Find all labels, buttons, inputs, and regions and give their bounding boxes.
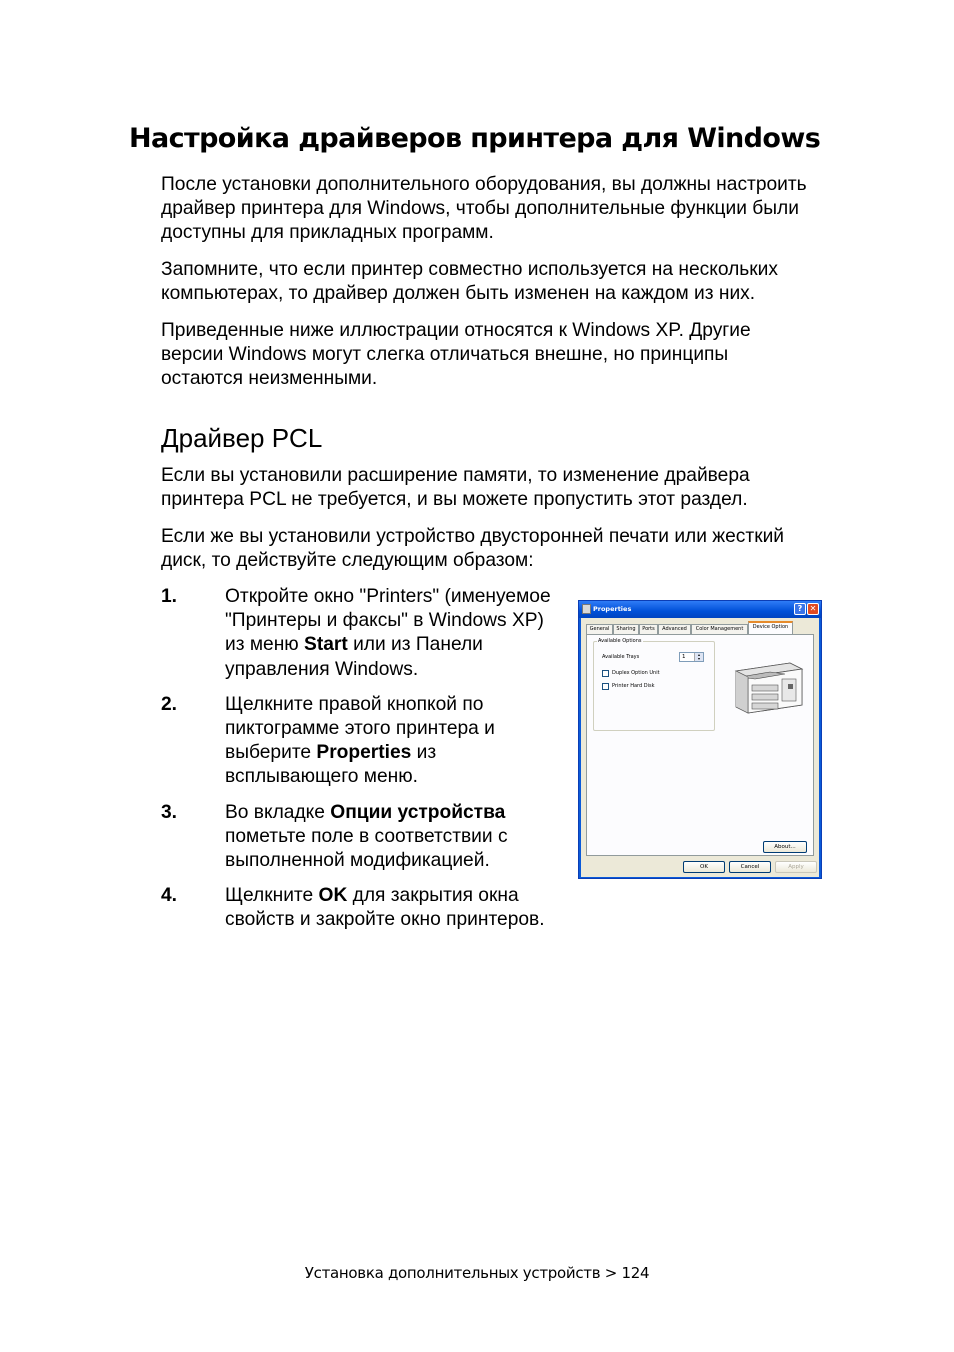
- tab-color-management[interactable]: Color Management: [691, 624, 748, 634]
- dialog-title: Properties: [593, 605, 632, 613]
- group-label: Available Options: [598, 638, 642, 644]
- steps-list: [161, 585, 561, 944]
- printer-icon: [582, 604, 591, 614]
- step-bold-term: OK: [318, 885, 348, 907]
- step-number: 2.: [161, 693, 178, 715]
- dialog-titlebar: [579, 601, 821, 618]
- step-bold-term: Properties: [316, 742, 412, 764]
- checkbox-box[interactable]: [602, 670, 609, 677]
- duplex-paragraph: [161, 525, 851, 573]
- step-text: Щелкните правой кнопкой по пиктограмме этого принтера и выберите Properties из всплывающего меню.: [225, 693, 495, 788]
- footer-separator: >: [604, 1264, 617, 1282]
- printer-hard-disk-checkbox[interactable]: [602, 682, 702, 690]
- paragraph-line: доступны для прикладных программ.: [161, 222, 494, 244]
- checkbox-label: Printer Hard Disk: [612, 683, 655, 689]
- shared-printer-paragraph: [161, 258, 851, 306]
- paragraph-line: После установки дополнительного оборудования, вы должны настроить: [161, 174, 807, 195]
- step-item: [161, 693, 561, 790]
- available-trays-spinner[interactable]: [679, 652, 704, 662]
- device-option-panel: [586, 634, 814, 856]
- printer-image: [730, 655, 805, 717]
- memory-paragraph: [161, 464, 851, 512]
- footer-page-number: 124: [621, 1264, 650, 1282]
- checkbox-label: Duplex Option Unit: [612, 670, 660, 676]
- checkbox-box[interactable]: [602, 683, 609, 690]
- pcl-subheading: Драйвер PCL: [161, 423, 323, 453]
- step-bold-term: Опции устройства: [330, 801, 506, 823]
- step-item: [161, 585, 561, 682]
- step-bold-term: Start: [304, 634, 348, 656]
- step-item: [161, 801, 561, 874]
- paragraph-line: остаются неизменными.: [161, 368, 378, 390]
- step-number: 4.: [161, 885, 178, 907]
- available-trays-label: Available Trays: [602, 654, 640, 660]
- about-button[interactable]: About...: [763, 841, 807, 853]
- step-text: Щелкните OK для закрытия окна свойств и закройте окно принтеров.: [225, 885, 545, 931]
- close-button[interactable]: ✕: [807, 603, 819, 615]
- apply-button[interactable]: Apply: [775, 861, 817, 873]
- paragraph-line: Запомните, что если принтер совместно используется на нескольких: [161, 259, 778, 280]
- help-button[interactable]: ?: [794, 603, 806, 615]
- illustrations-note-paragraph: [161, 319, 851, 392]
- paragraph-line: принтера PCL не требуется, и вы можете пропустить этот раздел.: [161, 489, 748, 511]
- spinner-value: 1: [682, 654, 686, 660]
- step-number: 1.: [161, 586, 178, 607]
- paragraph-line: версии Windows могут слегка отличаться внешне, но принципы: [161, 344, 729, 366]
- paragraph-line: диск, то действуйте следующим образом:: [161, 550, 534, 572]
- tab-general[interactable]: General: [586, 624, 613, 634]
- step-number: 3.: [161, 801, 178, 823]
- footer-section: Установка дополнительных устройств: [304, 1264, 601, 1282]
- cancel-button[interactable]: Cancel: [729, 861, 771, 873]
- intro-paragraph: [161, 173, 851, 246]
- page-footer: [0, 1263, 954, 1283]
- tab-advanced[interactable]: Advanced: [658, 624, 691, 634]
- step-text: Во вкладке Опции устройства пометьте поле в соответствии с выполненной модификацией.: [225, 801, 508, 872]
- step-item: [161, 884, 561, 932]
- available-options-group: [593, 638, 715, 731]
- ok-button[interactable]: OK: [683, 861, 725, 873]
- page-heading: Настройка драйверов принтера для Windows: [129, 123, 821, 154]
- paragraph-line: компьютерах, то драйвер должен быть изменен на каждом из них.: [161, 283, 756, 305]
- tab-device-option[interactable]: Device Option: [748, 621, 793, 634]
- dialog-body: [581, 618, 819, 877]
- spinner-arrows-icon[interactable]: ▴ ▾: [694, 653, 703, 661]
- tab-sharing[interactable]: Sharing: [613, 624, 639, 634]
- paragraph-line: Если вы установили расширение памяти, то изменение драйвера: [161, 465, 750, 486]
- paragraph-line: Если же вы установили устройство двусторонней печати или жесткий: [161, 526, 785, 547]
- duplex-option-checkbox[interactable]: [602, 669, 702, 677]
- paragraph-line: драйвер принтера для Windows, чтобы дополнительные функции были: [161, 198, 799, 220]
- tab-ports[interactable]: Ports: [639, 624, 658, 634]
- properties-dialog-screenshot: [578, 600, 822, 879]
- step-text: Откройте окно "Printers" (именуемое "Принтеры и факсы" в Windows XP) из меню Start или из Панели управления Windows.: [225, 586, 551, 680]
- paragraph-line: Приведенные ниже иллюстрации относятся к Windows XP. Другие: [161, 320, 751, 341]
